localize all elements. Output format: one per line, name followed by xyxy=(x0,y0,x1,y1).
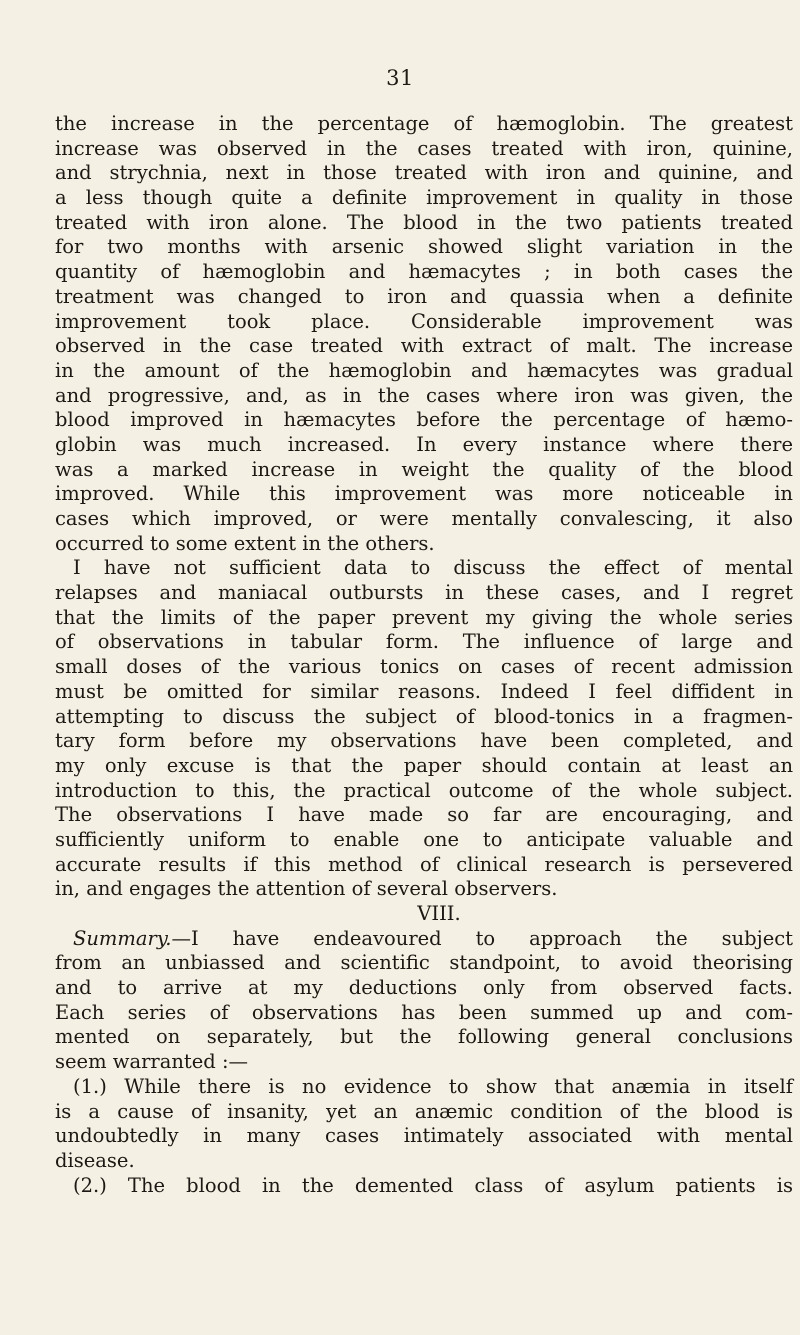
text-line: and to arrive at my deductions only from observed facts. xyxy=(55,976,793,1000)
text-line: from an unbiassed and scientific standpoint, to avoid theorising xyxy=(55,951,793,975)
text-line: sufficiently uniform to enable one to anticipate valuable and xyxy=(55,827,793,851)
text-line: seem warranted :— xyxy=(55,1050,249,1074)
text-line: introduction to this, the practical outcome of the whole subject. xyxy=(55,778,793,802)
text-line: improved. While this improvement was more noticeable in xyxy=(55,482,793,506)
text-line: is a cause of insanity, yet an anæmic condition of the blood is xyxy=(55,1099,793,1123)
text-line: observed in the case treated with extract of malt. The increase xyxy=(55,334,793,358)
text-line: quantity of hæmoglobin and hæmacytes ; in both cases the xyxy=(55,260,793,284)
section-heading: VIII. xyxy=(417,902,461,925)
conclusion-item: (1.) While there is no evidence to show that anæmia in itself xyxy=(73,1074,793,1098)
summary-first-line xyxy=(55,927,793,952)
text-line: for two months with arsenic showed slight variation in the xyxy=(55,235,793,259)
text-line: tary form before my observations have been completed, and xyxy=(55,729,793,753)
summary-text: —I have endeavoured to approach the subject xyxy=(171,926,793,950)
body-text xyxy=(55,112,793,1198)
text-line: Each series of observations has been summed up and com- xyxy=(55,1000,793,1024)
text-line: improvement took place. Considerable improvement was xyxy=(55,309,793,333)
conclusion-item: (2.) The blood in the demented class of asylum patients is xyxy=(73,1173,793,1197)
text-line: and progressive, and, as in the cases where iron was given, the xyxy=(55,383,793,407)
text-line: must be omitted for similar reasons. Indeed I feel diffident in xyxy=(55,679,793,703)
text-line: in the amount of the hæmoglobin and hæmacytes was gradual xyxy=(55,358,793,382)
text-line: my only excuse is that the paper should contain at least an xyxy=(55,753,793,777)
text-line: undoubtedly in many cases intimately associated with mental xyxy=(55,1124,793,1148)
page-number: 31 xyxy=(386,66,414,90)
text-line: treated with iron alone. The blood in the two patients treated xyxy=(55,210,793,234)
text-line: disease. xyxy=(55,1148,135,1172)
text-line: in, and engages the attention of several observers. xyxy=(55,877,558,901)
text-line: increase was observed in the cases treated with iron, quinine, xyxy=(55,136,793,160)
text-line: treatment was changed to iron and quassia when a definite xyxy=(55,284,793,308)
text-line: accurate results if this method of clinical research is persevered xyxy=(55,852,793,876)
text-line: cases which improved, or were mentally convalescing, it also xyxy=(55,507,793,530)
text-line: and strychnia, next in those treated with iron and quinine, and xyxy=(55,161,793,185)
text-line: mented on separately, but the following general conclusions xyxy=(55,1025,793,1049)
text-line: small doses of the various tonics on cases of recent admission xyxy=(55,655,793,679)
summary-label: Summary. xyxy=(73,926,172,950)
text-line: relapses and maniacal outbursts in these cases, and I regret xyxy=(55,581,793,605)
text-line: that the limits of the paper prevent my giving the whole series xyxy=(55,605,793,629)
text-line: a less though quite a definite improvement in quality in those xyxy=(55,186,793,210)
text-line: globin was much increased. In every instance where there xyxy=(55,432,793,456)
text-line: occurred to some extent in the others. xyxy=(55,531,435,555)
text-line: The observations I have made so far are encouraging, and xyxy=(55,803,793,827)
text-line: I have not sufficient data to discuss the effect of mental xyxy=(73,556,793,580)
text-line: the increase in the percentage of hæmoglobin. The greatest xyxy=(55,112,793,135)
text-line: attempting to discuss the subject of blood-tonics in a fragmen- xyxy=(55,704,793,728)
text-line: blood improved in hæmacytes before the percentage of hæmo- xyxy=(55,408,793,432)
text-line: was a marked increase in weight the quality of the blood xyxy=(55,457,793,481)
text-line: of observations in tabular form. The influence of large and xyxy=(55,630,793,654)
